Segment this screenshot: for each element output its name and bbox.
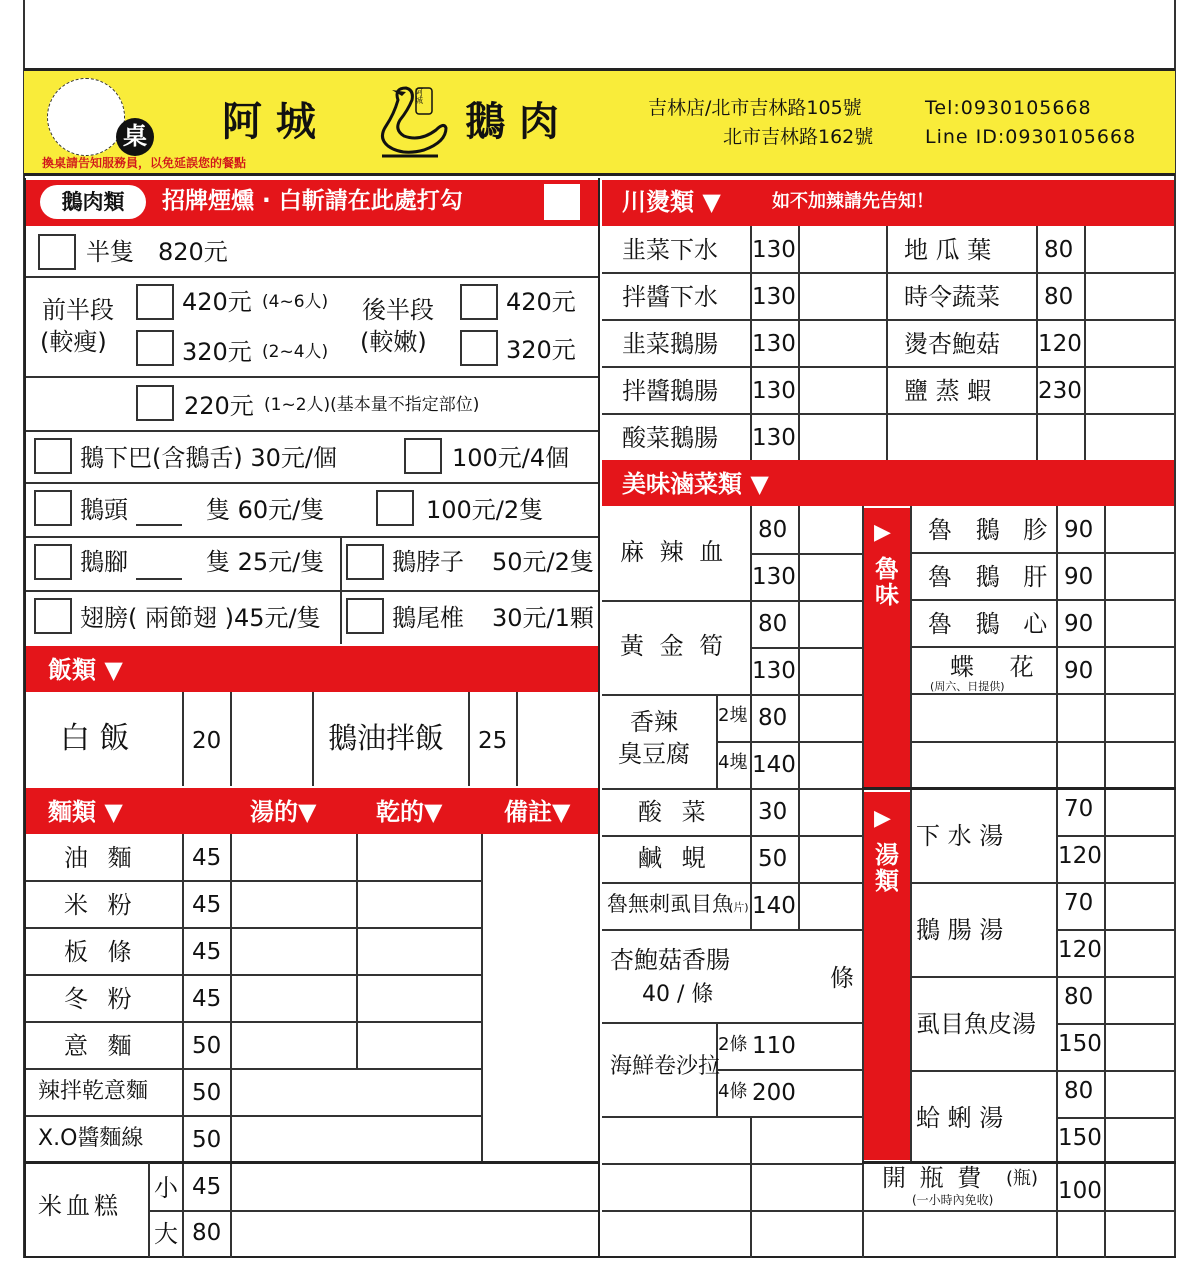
divider (26, 1021, 482, 1023)
divider (602, 1210, 862, 1212)
divider (1056, 1117, 1176, 1119)
divider (910, 646, 1174, 648)
feet-checkbox[interactable] (34, 544, 72, 580)
luwei-item-name: 魯 鵝 肝 (928, 563, 1056, 591)
divider (1104, 506, 1106, 788)
noodle-title: 麵類 ▼ (48, 798, 123, 826)
divider (26, 536, 598, 538)
divider (26, 376, 598, 378)
noodle-item-price: 50 (192, 1127, 222, 1153)
spicy-blood-price-small: 80 (758, 517, 788, 543)
luwei-item-price: 90 (1064, 564, 1094, 590)
divider (750, 647, 862, 649)
chin-checkbox[interactable] (34, 438, 72, 474)
goose-oil-rice-price: 25 (478, 728, 508, 754)
stinky-tofu-price-4: 140 (752, 752, 796, 778)
noodle-dry-col: 乾的▼ (376, 798, 443, 826)
divider (26, 430, 598, 432)
divider (230, 834, 232, 1258)
line-id: Line ID:0930105668 (925, 126, 1137, 148)
seafood-roll-price-2: 110 (752, 1033, 796, 1059)
blood-cake-small-price: 45 (192, 1174, 222, 1200)
soup-arrow-icon: ▶ (874, 806, 891, 831)
golden-bamboo: 黃 金 筍 (620, 632, 728, 660)
noodle-item-name: 冬 粉 (64, 985, 138, 1013)
divider (230, 692, 232, 786)
luwei-item-name: 蝶 花 (950, 653, 1048, 681)
chin-label: 鵝下巴(含鵝舌) 30元/個 (80, 444, 337, 472)
tail-price: 30元/1顆 (492, 604, 594, 632)
lu-title: 美味滷菜類 ▼ (622, 470, 769, 498)
front-420: 420元 (182, 288, 252, 316)
noodle-item-name: 板 條 (64, 938, 138, 966)
half-checkbox[interactable] (38, 234, 76, 270)
divider (602, 835, 862, 837)
luwei-arrow-icon: ▶ (874, 520, 891, 545)
divider (910, 790, 912, 1162)
head2-checkbox[interactable] (376, 490, 414, 526)
spicy-blood-price-large: 130 (752, 564, 796, 590)
back-420-checkbox[interactable] (460, 284, 498, 320)
tail-label: 鵝尾椎 (392, 604, 464, 632)
noodle-item-price: 45 (192, 986, 222, 1012)
divider (798, 226, 800, 460)
divider (910, 882, 1176, 884)
wing-label: 翅膀( 兩節翅 )45元/隻 (80, 604, 321, 632)
noodle-item-name: 意 麵 (64, 1032, 138, 1060)
divider (1056, 1023, 1176, 1025)
luwei-sidebar (864, 508, 910, 788)
divider (26, 880, 482, 882)
divider (26, 276, 598, 278)
half-label: 半隻 (86, 238, 134, 266)
luwei-item-price: 90 (1064, 611, 1094, 637)
chuan-item-price: 130 (752, 237, 796, 263)
golden-bamboo-price-large: 130 (752, 658, 796, 684)
divider (798, 506, 800, 930)
wing-checkbox[interactable] (34, 598, 72, 634)
divider (26, 482, 598, 484)
blood-cake-big-price: 80 (192, 1220, 222, 1246)
bottle-fee-unit: (瓶) (1006, 1168, 1039, 1189)
feet-label: 鵝腳 (80, 548, 128, 576)
chin4-checkbox[interactable] (404, 438, 442, 474)
divider (716, 1069, 862, 1071)
stinky-tofu-line2: 臭豆腐 (618, 740, 690, 768)
noodle-note-col: 備註▼ (504, 798, 571, 826)
smoked-checkbox[interactable] (544, 184, 580, 220)
front-420-checkbox[interactable] (136, 284, 174, 320)
divider (26, 1161, 598, 1164)
chuan-item-name: 拌醬下水 (622, 283, 718, 311)
stinky-tofu-qty-4: 4塊 (718, 752, 748, 773)
back-label: 後半段 (362, 296, 434, 324)
bottle-fee-note: (一小時內免收) (912, 1193, 994, 1207)
soup-item-name: 蛤 蜊 湯 (916, 1104, 1004, 1132)
divider (26, 927, 482, 929)
divider (182, 692, 184, 786)
bottle-fee-price: 100 (1058, 1178, 1102, 1204)
divider (602, 882, 862, 884)
blood-cake-small: 小 (154, 1174, 178, 1202)
goose-title: 招牌煙燻 · 白斬請在此處打勾 (162, 188, 463, 214)
divider (1056, 929, 1176, 931)
basic-checkbox[interactable] (136, 385, 174, 421)
salted-clam: 鹹 蜆 (638, 844, 712, 872)
noodle-item-name: 辣拌乾意麵 (38, 1079, 149, 1104)
divider (356, 834, 358, 1068)
divider (910, 599, 1174, 601)
divider (602, 1116, 862, 1118)
divider (481, 834, 483, 1162)
luwei-item-price: 90 (1064, 658, 1094, 684)
luwei-item-name: 魯 鵝 胗 (928, 516, 1056, 544)
back-320-checkbox[interactable] (460, 330, 498, 366)
blood-cake-label: 米血糕 (38, 1192, 122, 1220)
milkfish-unit: (片) (729, 901, 749, 914)
front-420-note: (4~6人) (262, 292, 329, 312)
divider (602, 600, 862, 602)
rice-title: 飯類 ▼ (48, 656, 123, 684)
store-name-right: 鵝 肉 (465, 99, 559, 145)
feet-qty-line[interactable] (136, 578, 182, 580)
divider (910, 741, 1174, 743)
chuan-item-name: 地 瓜 葉 (904, 236, 992, 264)
divider (750, 1116, 752, 1258)
noodle-item-price: 50 (192, 1080, 222, 1106)
noodle-item-price: 50 (192, 1033, 222, 1059)
noodle-item-name: 油 麵 (64, 844, 138, 872)
divider (26, 974, 482, 976)
divider (468, 692, 470, 786)
address-second: 北市吉林路162號 (723, 126, 874, 148)
divider (1056, 835, 1176, 837)
chuan-item-price: 130 (752, 331, 796, 357)
chuan-item-price: 130 (752, 425, 796, 451)
milkfish: 魯無刺虱目魚 (607, 892, 733, 916)
luwei-item-note: (周六、日提供) (930, 680, 1005, 693)
luwei-item-price: 90 (1064, 517, 1094, 543)
luwei-item-name: 魯 鵝 心 (928, 610, 1056, 638)
seafood-roll-qty-2: 2條 (718, 1034, 748, 1055)
back-sub: (較嫩) (360, 328, 427, 356)
divider (312, 692, 314, 786)
chuan-item-name: 酸菜鵝腸 (622, 424, 718, 452)
feet-unit: 隻 25元/隻 (206, 548, 325, 576)
divider (1056, 506, 1058, 788)
table-number-circle[interactable] (47, 78, 125, 156)
chuan-item-price: 130 (752, 378, 796, 404)
chuan-item-price: 80 (1044, 237, 1074, 263)
head-qty-line[interactable] (136, 524, 182, 526)
tail-checkbox[interactable] (346, 598, 384, 634)
divider (910, 552, 1174, 554)
neck-checkbox[interactable] (346, 544, 384, 580)
front-320-note: (2~4人) (262, 342, 329, 362)
back-320: 320元 (506, 336, 576, 364)
soup-item-price-large: 120 (1058, 843, 1102, 869)
head-unit: 隻 60元/隻 (206, 496, 325, 524)
soup-item-price-large: 120 (1058, 937, 1102, 963)
back-420: 420元 (506, 288, 576, 316)
address-jilin: 吉林店/北市吉林路105號 (648, 97, 862, 119)
soup-item-price-large: 150 (1058, 1125, 1102, 1151)
divider (602, 272, 1174, 274)
soup-side-label: 湯類 (875, 841, 899, 896)
chuan-item-name: 燙杏鮑菇 (904, 330, 1000, 358)
divider (602, 366, 1174, 368)
neck-label: 鵝脖子 (392, 548, 464, 576)
chuan-item-name: 拌醬鵝腸 (622, 377, 718, 405)
divider (862, 1210, 1176, 1212)
divider (1036, 226, 1038, 460)
chuan-note: 如不加辣請先告知！ (772, 191, 934, 212)
divider (602, 788, 862, 790)
front-320: 320元 (182, 338, 252, 366)
phone: Tel:0930105668 (925, 97, 1092, 119)
chuan-item-price: 80 (1044, 284, 1074, 310)
front-label: 前半段 (42, 296, 114, 324)
chuan-item-name: 鹽 蒸 蝦 (904, 377, 992, 405)
divider (516, 692, 518, 786)
half-price: 820元 (158, 238, 228, 266)
sour-cabbage-price: 30 (758, 799, 788, 825)
white-rice-price: 20 (192, 728, 222, 754)
divider (750, 553, 862, 555)
divider (602, 694, 862, 696)
seafood-roll-qty-4: 4條 (718, 1081, 748, 1102)
mushroom-sausage: 杏鮑菇香腸 (610, 946, 730, 974)
seafood-roll-price-4: 200 (752, 1080, 796, 1106)
basic-note: (1~2人)(基本量不指定部位) (264, 395, 480, 415)
soup-item-price-small: 70 (1064, 890, 1094, 916)
goose-oil-rice: 鵝油拌飯 (328, 721, 445, 755)
divider (148, 1210, 598, 1212)
stinky-tofu-line1: 香辣 (630, 708, 678, 736)
table-label: 桌 (123, 122, 147, 150)
basic-price: 220元 (184, 392, 254, 420)
head-checkbox[interactable] (34, 490, 72, 526)
divider (910, 1070, 1176, 1072)
divider (910, 506, 912, 788)
bottle-fee: 開 瓶 費 (882, 1164, 985, 1192)
table-change-notice: 換桌請告知服務員，以免延誤您的餐點 (42, 156, 247, 170)
divider (1104, 790, 1106, 1258)
chuan-item-name: 韭菜鵝腸 (622, 330, 718, 358)
noodle-item-price: 45 (192, 892, 222, 918)
soup-item-price-small: 80 (1064, 984, 1094, 1010)
chuan-item-price: 120 (1038, 331, 1082, 357)
divider (26, 1068, 482, 1070)
divider (602, 929, 862, 931)
chin4-label: 100元/4個 (452, 444, 570, 472)
divider (26, 1115, 482, 1117)
divider (1084, 226, 1086, 460)
soup-item-price-large: 150 (1058, 1031, 1102, 1057)
chuan-item-name: 韭菜下水 (622, 236, 718, 264)
soup-item-name: 下 水 湯 (916, 822, 1004, 850)
soup-item-price-small: 70 (1064, 796, 1094, 822)
logo-seal-text: 阿城 (415, 88, 423, 105)
soup-item-name: 鵝 腸 湯 (916, 916, 1004, 944)
divider (182, 834, 184, 1258)
noodle-item-name: 米 粉 (64, 891, 138, 919)
front-sub: (較瘦) (40, 328, 107, 356)
luwei-side-label: 魯味 (875, 555, 899, 610)
head2-label: 100元/2隻 (426, 496, 544, 524)
divider (26, 590, 598, 592)
spicy-blood: 麻 辣 血 (620, 538, 728, 566)
chuan-item-name: 時令蔬菜 (904, 283, 1000, 311)
sour-cabbage: 酸 菜 (638, 798, 712, 826)
divider (910, 693, 1174, 695)
milkfish-price: 140 (752, 893, 796, 919)
store-name-left: 阿 城 (222, 99, 316, 145)
divider (886, 226, 888, 460)
mushroom-sausage-price: 40 / 條 (642, 982, 714, 1007)
noodle-soup-col: 湯的▼ (250, 798, 317, 826)
white-rice: 白 飯 (60, 721, 130, 756)
noodle-item-price: 45 (192, 845, 222, 871)
divider (602, 1022, 862, 1024)
chuan-item-price: 230 (1038, 378, 1082, 404)
seafood-roll: 海鮮卷沙拉 (610, 1054, 721, 1079)
divider (602, 413, 1174, 415)
noodle-item-price: 45 (192, 939, 222, 965)
front-320-checkbox[interactable] (136, 330, 174, 366)
golden-bamboo-price-small: 80 (758, 611, 788, 637)
soup-item-name: 虱目魚皮湯 (916, 1010, 1036, 1038)
divider (602, 1163, 862, 1165)
divider (602, 319, 1174, 321)
chuan-item-price: 130 (752, 284, 796, 310)
goose-logo-icon (372, 84, 448, 162)
blood-cake-big: 大 (154, 1220, 178, 1248)
stinky-tofu-price-2: 80 (758, 705, 788, 731)
noodle-item-name: X.O醬麵線 (38, 1126, 144, 1151)
sausage-unit: 條 (830, 964, 854, 992)
chuan-title: 川燙類 ▼ (622, 188, 721, 216)
head-label: 鵝頭 (80, 496, 128, 524)
neck-price: 50元/2隻 (492, 548, 594, 576)
soup-item-price-small: 80 (1064, 1078, 1094, 1104)
salted-clam-price: 50 (758, 846, 788, 872)
divider (750, 226, 752, 460)
divider (716, 741, 862, 743)
stinky-tofu-qty-2: 2塊 (718, 705, 748, 726)
goose-badge: 鵝肉類 (40, 185, 146, 219)
divider (910, 976, 1176, 978)
